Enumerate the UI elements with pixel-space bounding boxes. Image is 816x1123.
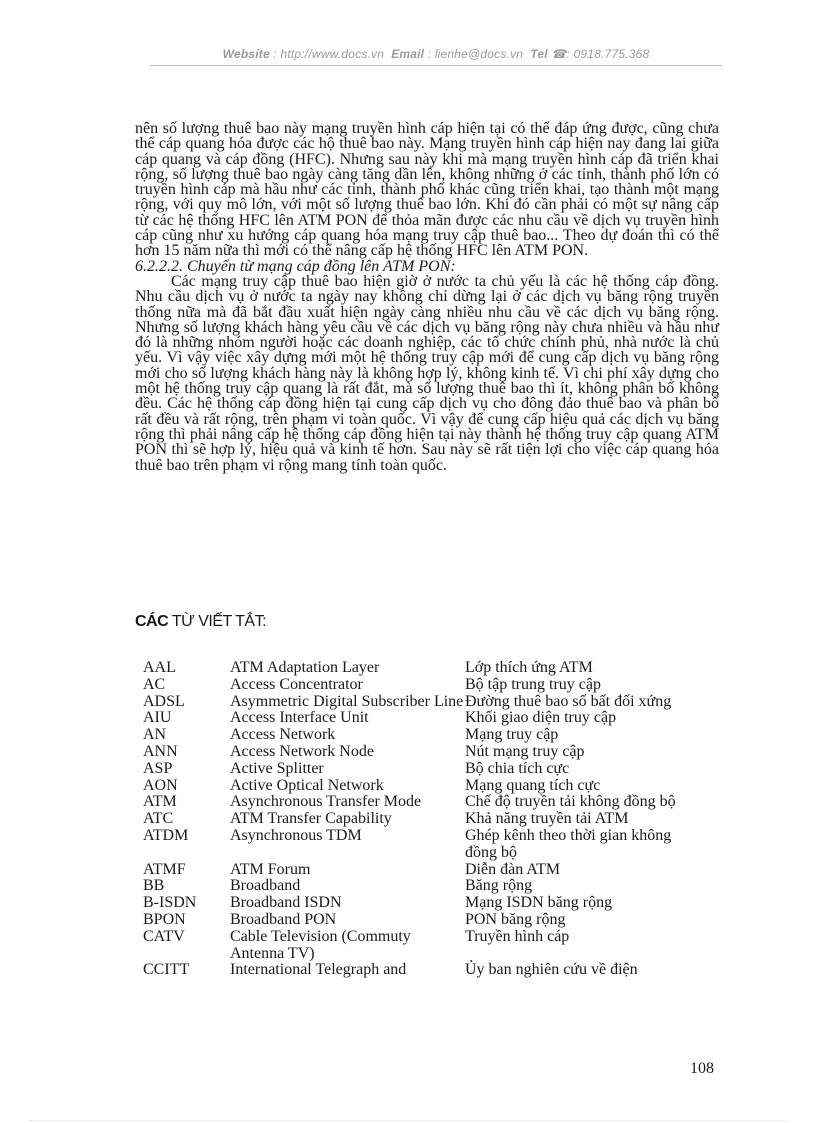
abbr-vietnamese: Bộ chia tích cực xyxy=(465,759,570,777)
footer-divider xyxy=(30,1120,786,1121)
abbr-vietnamese: Ủy ban nghiên cứu về điện xyxy=(465,961,638,979)
email-label: Email xyxy=(391,47,425,61)
abbr-term: ADSL xyxy=(143,692,185,710)
abbr-term: AC xyxy=(143,675,166,693)
abbr-vietnamese: Bộ tập trung truy cập xyxy=(465,675,601,693)
abbr-english: Access Interface Unit xyxy=(230,709,369,727)
abbr-vietnamese: Mạng quang tích cực xyxy=(465,776,601,794)
header-divider xyxy=(150,65,722,66)
tel-label: Tel xyxy=(530,47,548,61)
abbr-english: ATM Adaptation Layer xyxy=(230,659,380,676)
abbr-term: ATM xyxy=(143,793,177,811)
list-item xyxy=(143,962,703,979)
website-url: : http://www.docs.vn xyxy=(273,47,385,61)
abbr-english: Asynchronous TDM xyxy=(230,826,362,844)
tel-number: : 0918.775.368 xyxy=(566,47,650,61)
list-item xyxy=(143,912,703,929)
paragraph-continuation: nên số lượng thuê bao này mạng truyền hình cáp hiện tại có thể đáp ứng được, cũng chưa thể cáp quang hóa được các hộ thuê bao này. Mạng truyền hình cáp hiện nay đang lai giữa cáp quang và cáp đồng (HFC). Nhưng sau này khi mà mạng truyền hình cáp đã triển khai rộng, số lượng thuê bao ngày càng tăng dần lên, không những ở các tỉnh, thành phố lớn có truyền hình cáp mà hầu như các tỉnh, thành phố khác cũng triển khai, tạo thành một mạng rộng, với quy mô lớn, với một số lượng thuê bao lớn. Khi đó cần phải có một sự nâng cấp từ các hệ thống HFC lên ATM PON để thỏa mãn được các nhu cầu về dịch vụ truyền hình cáp cũng như xu hướng cáp quang hóa mạng truy cập thuê bao... Theo dự đoán thì có thể hơn 15 năm nữa thì mới có thể nâng cấp hệ thống HFC lên ATM PON. xyxy=(135,120,719,260)
abbr-english: International Telegraph and xyxy=(230,961,407,979)
abbr-english: Broadband ISDN xyxy=(230,894,342,912)
abbr-vietnamese: Nút mạng truy cập xyxy=(465,742,585,760)
abbr-english: Cable Television (Commuty Antenna TV) xyxy=(230,927,411,962)
list-item xyxy=(143,895,703,912)
abbr-vietnamese: PON băng rộng xyxy=(465,910,566,928)
abbreviations-list xyxy=(143,660,703,979)
abbr-english: Active Splitter xyxy=(230,759,324,777)
abbr-english: Access Network xyxy=(230,726,336,744)
abbr-vietnamese: Đường thuê bao số bất đối xứng xyxy=(465,692,672,710)
list-item xyxy=(143,862,703,879)
abbr-term: BPON xyxy=(143,910,186,928)
abbr-vietnamese: Khối giao diện truy cập xyxy=(465,709,617,727)
website-label: Website xyxy=(222,47,270,61)
list-item xyxy=(143,878,703,895)
list-item xyxy=(143,794,703,811)
abbr-term: ANN xyxy=(143,742,178,760)
email-address: : lienhe@docs.vn xyxy=(427,47,524,61)
abbr-term: CATV xyxy=(143,927,185,945)
abbr-term: AAL xyxy=(143,659,176,676)
abbr-vietnamese: Truyền hình cáp xyxy=(465,927,570,945)
abbr-term: ATDM xyxy=(143,826,189,844)
abbr-vietnamese: Ghép kênh theo thời gian không đồng bộ xyxy=(465,826,672,861)
abbr-english: ATM Transfer Capability xyxy=(230,810,392,828)
abbr-vietnamese: Băng rộng xyxy=(465,877,533,895)
abbr-term: BB xyxy=(143,877,165,895)
abbr-term: AN xyxy=(143,726,167,744)
list-item xyxy=(143,660,703,677)
abbreviations-heading-rest: TỪ VIẾT TẮT: xyxy=(168,613,267,630)
page-number: 108 xyxy=(690,1060,714,1077)
phone-icon: ☎ xyxy=(551,47,567,61)
list-item xyxy=(143,677,703,694)
body-text xyxy=(135,121,719,473)
abbr-english: Active Optical Network xyxy=(230,776,384,794)
abbreviations-heading xyxy=(135,613,266,631)
abbr-english: Access Network Node xyxy=(230,742,374,760)
list-item xyxy=(143,744,703,761)
page-header xyxy=(150,47,722,61)
abbr-vietnamese: Mạng ISDN băng rộng xyxy=(465,894,613,912)
abbreviations-heading-bold: CÁC xyxy=(135,613,169,630)
paragraph-copper-to-atm-pon: Các mạng truy cập thuê bao hiện giờ ở nước ta chủ yếu là các hệ thống cáp đồng. Nhu cầu dịch vụ ở nước ta ngày nay không chỉ dừng lại ở các dịch vụ băng rộng truyền thống nữa mà đã bắt đầu xuất hiện ngày càng nhiều nhu cầu về các dịch vụ băng rộng. Nhưng số lượng khách hàng yêu cầu về các dịch vụ băng rộng này chưa nhiều và hầu như đó là những nhóm người hoặc các doanh nghiệp, các tổ chức chính phủ, nhà nước là chủ yếu. Vì vậy việc xây dựng mới một hệ thống truy cập mới để cung cấp dịch vụ băng rộng mới cho số lượng khách hàng này là không hợp lý, không kinh tế. Vì chi phí xây dựng cho một hệ thống truy cập quang là rất đắt, mà số lượng thuê bao thì ít, không phân bố không đều. Các hệ thống cáp đồng hiện tại cung cấp dịch vụ cho đông đảo thuê bao và phân bố rất đều và rất rộng, trên phạm vi toàn quốc. Vì vậy để cung cấp hiệu quả các dịch vụ băng rộng thì phải nâng cấp hệ thống cáp đồng hiện tại này thành hệ thống truy cập quang ATM PON thì sẽ hợp lý, hiệu quả và kinh tế hơn. Sau này sẽ rất tiện lợi cho việc cáp quang hóa thuê bao trên phạm vi rộng mang tính toàn quốc. xyxy=(135,272,719,474)
list-item xyxy=(143,727,703,744)
abbr-term: B-ISDN xyxy=(143,894,197,912)
abbr-term: AIU xyxy=(143,709,172,727)
abbr-english: Asynchronous Transfer Mode xyxy=(230,793,422,811)
list-item xyxy=(143,694,703,711)
abbr-vietnamese: Diễn đàn ATM xyxy=(465,860,561,878)
list-item xyxy=(143,811,703,828)
list-item xyxy=(143,710,703,727)
list-item xyxy=(143,778,703,795)
abbr-english: Access Concentrator xyxy=(230,675,363,693)
abbr-english: Broadband PON xyxy=(230,910,337,928)
section-subheading: 6.2.2.2. Chuyển từ mạng cáp đồng lên ATM PON: xyxy=(135,257,456,275)
abbr-term: ASP xyxy=(143,759,173,777)
list-item xyxy=(143,929,703,963)
abbr-term: ATMF xyxy=(143,860,186,878)
list-item xyxy=(143,828,703,862)
abbr-term: AON xyxy=(143,776,178,794)
abbr-english: ATM Forum xyxy=(230,860,311,878)
abbr-vietnamese: Lớp thích ứng ATM xyxy=(465,659,593,676)
list-item xyxy=(143,761,703,778)
abbr-term: CCITT xyxy=(143,961,190,979)
abbr-vietnamese: Chế độ truyền tải không đồng bộ xyxy=(465,793,676,811)
abbr-english: Asymmetric Digital Subscriber Line xyxy=(230,692,464,710)
abbr-vietnamese: Mạng truy cập xyxy=(465,726,559,744)
abbr-vietnamese: Khả năng truyền tải ATM xyxy=(465,810,629,828)
abbr-english: Broadband xyxy=(230,877,301,895)
abbr-term: ATC xyxy=(143,810,174,828)
